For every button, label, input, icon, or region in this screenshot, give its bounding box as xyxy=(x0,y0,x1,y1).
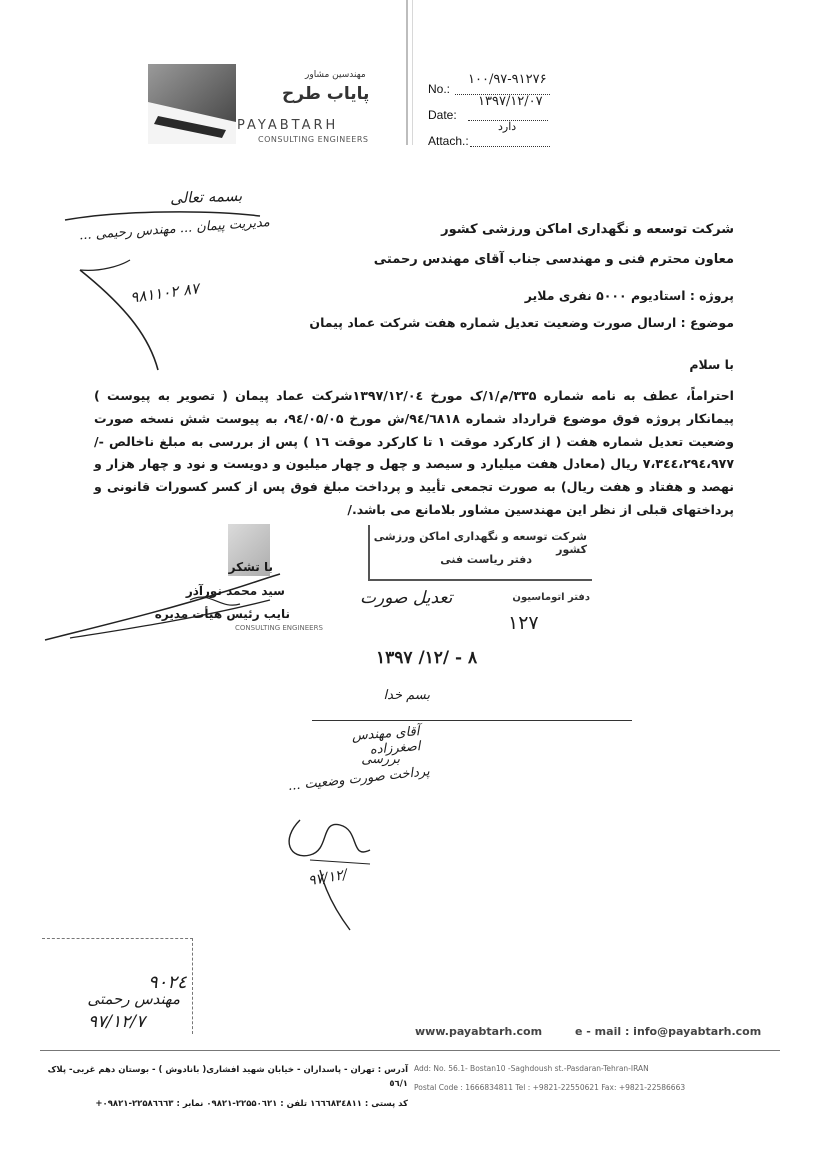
subject-line: موضوع : ارسال صورت وضعیت تعدیل شماره هفت شرکت عماد پیمان xyxy=(309,315,734,330)
footer-divider xyxy=(40,1050,780,1051)
letter-attach-underline xyxy=(470,146,550,147)
paper-fold-line-2 xyxy=(412,0,413,145)
project-line: پروژه : استادیوم ۵۰۰۰ نفری ملایر xyxy=(524,288,734,303)
bottom-stamp-name: مهندس رحمتی xyxy=(87,990,180,1008)
letter-attach-label: Attach.: xyxy=(428,134,469,148)
bottom-stamp-number: ۹۰۲٤ xyxy=(148,972,187,993)
greeting: با سلام xyxy=(689,357,734,372)
handwritten-note-mid-4: پرداخت صورت وضعیت ... xyxy=(287,764,431,794)
letter-date-label: Date: xyxy=(428,108,457,122)
signature-scribble-icon xyxy=(40,560,300,650)
footer-address-en: Add: No. 56.1- Bostan10 -Saghdoush st.-Pasdaran-Tehran-IRAN xyxy=(414,1064,649,1073)
handwritten-ref-number: ۹۸۱۱۰۲ ۸۷ xyxy=(129,279,201,307)
handwritten-note-top: مدیریت پیمان ... مهندس رحیمی ... xyxy=(78,215,271,244)
letter-number-row xyxy=(428,82,450,96)
signature-name: سید محمد نورآذر xyxy=(185,584,285,598)
received-stamp-line2: دفتر ریاست فنی xyxy=(440,553,532,566)
signature-thanks: با تشکر xyxy=(228,560,273,574)
bottom-stamp-date: ۹۷/۱۲/۷ xyxy=(88,1012,146,1032)
recipient-line-1: شرکت توسعه و نگهداری اماکن ورزشی کشور xyxy=(441,222,734,237)
footer-address-fa xyxy=(30,1063,408,1111)
received-stamp-handwritten: تعدیل صورت xyxy=(360,588,453,608)
letter-attach-value: دارد xyxy=(498,121,517,133)
footer-address-fa-line1: آدرس : تهران - پاسداران - خیابان شهید افشاری( بانادوش ) - بوستان دهم غربی- پلاک ٥٦/۱ xyxy=(47,1065,408,1089)
handwritten-date-mid: ۹۷/۱۲/ xyxy=(306,866,349,890)
letter-body: احتراماً، عطف به نامه شماره ۳۳۵/م/۱/ک مورخ ۱۳۹۷/۱۲/۰٤شرکت عماد پیمان ( تصویر به پیوست ) پیمانکار پروژه فوق موضوع قرارداد شماره ۹٤/٦۸۱۸/ش مورخ ۹٤/۰۵/۰۵، به پیوست شش نسخه صورت وضعیت تعدیل شماره هفت ( از کارکرد موقت ۱ تا کارکرد موقت ۱٦ ) پس از بررسی به مبلغ ناخالص -/۷،۳٤٤،۲۹٤،۹۷۷ ریال (معادل هفت میلیارد و سیصد و چهل و چهار میلیون و دویست و نود و چهار هزار و نهصد و هفتاد و هفت ریال) به صورت تجمعی تأیید و پرداخت مبلغ فوق پس از کسر کسورات قانونی و پرداختهای قبلی از نظر این مهندسین مشاور بلامانع می باشد./ xyxy=(94,388,734,517)
footer-postal-en: Postal Code : 1666834811 Tel : +9821-22550621 Fax: +9821-22586663 xyxy=(414,1083,686,1092)
paper-fold-line xyxy=(406,0,408,145)
logo-graphic-icon xyxy=(148,64,236,144)
company-name-fa-small: مهندسین مشاور xyxy=(305,70,366,80)
received-stamp-date: ۱۳۹۷ /۱۲/ - ۸ xyxy=(376,648,478,668)
company-name-en: PAYABTARH xyxy=(237,118,339,133)
received-stamp-number: ۱۲۷ xyxy=(508,612,539,634)
signature-title: نایب رئیس هیأت مدیره xyxy=(154,607,290,621)
footer-email[interactable]: e - mail : info@payabtarh.com xyxy=(575,1025,762,1038)
footer-address-fa-line2: کد پستی : ۱٦٦٦۸۳٤۸۱۱ تلفن : ۲۲۵۵۰٦۲۱-۰۹۸۲۱ نمابر : ۲۲۵۸٦٦٦۳-۰۹۸۲۱+ xyxy=(95,1099,408,1109)
footer-website[interactable]: www.payabtarh.com xyxy=(415,1025,543,1038)
handwritten-note-mid-1: بسم خدا xyxy=(383,688,430,703)
letter-number-label: No.: xyxy=(428,82,451,96)
letter-date-value: ۱۳۹۷/۱۲/۰۷ xyxy=(478,94,543,109)
handwritten-divider xyxy=(312,720,632,721)
company-logo xyxy=(148,64,236,144)
signature-stamp-text: CONSULTING ENGINEERS xyxy=(235,624,323,632)
letter-number-value: ۱۰۰/۹۷-۹۱۲۷۶ xyxy=(468,72,547,87)
handwritten-note-mid-2: آقای مهندس اصغرزاده xyxy=(351,724,421,758)
received-stamp-office: دفتر اتوماسیون xyxy=(512,592,590,603)
recipient-line-2: معاون محترم فنی و مهندسی جناب آقای مهندس رحمتی xyxy=(373,252,734,267)
company-name-fa: پایاب طرح xyxy=(282,84,370,104)
received-stamp-line1: شرکت توسعه و نگهداری اماکن ورزشی کشور xyxy=(373,530,587,556)
handwritten-bismillah: بسمه تعالی xyxy=(169,186,243,208)
handwritten-note-mid-3: بررسی xyxy=(361,752,400,767)
company-name-en-sub: CONSULTING ENGINEERS xyxy=(258,135,369,144)
